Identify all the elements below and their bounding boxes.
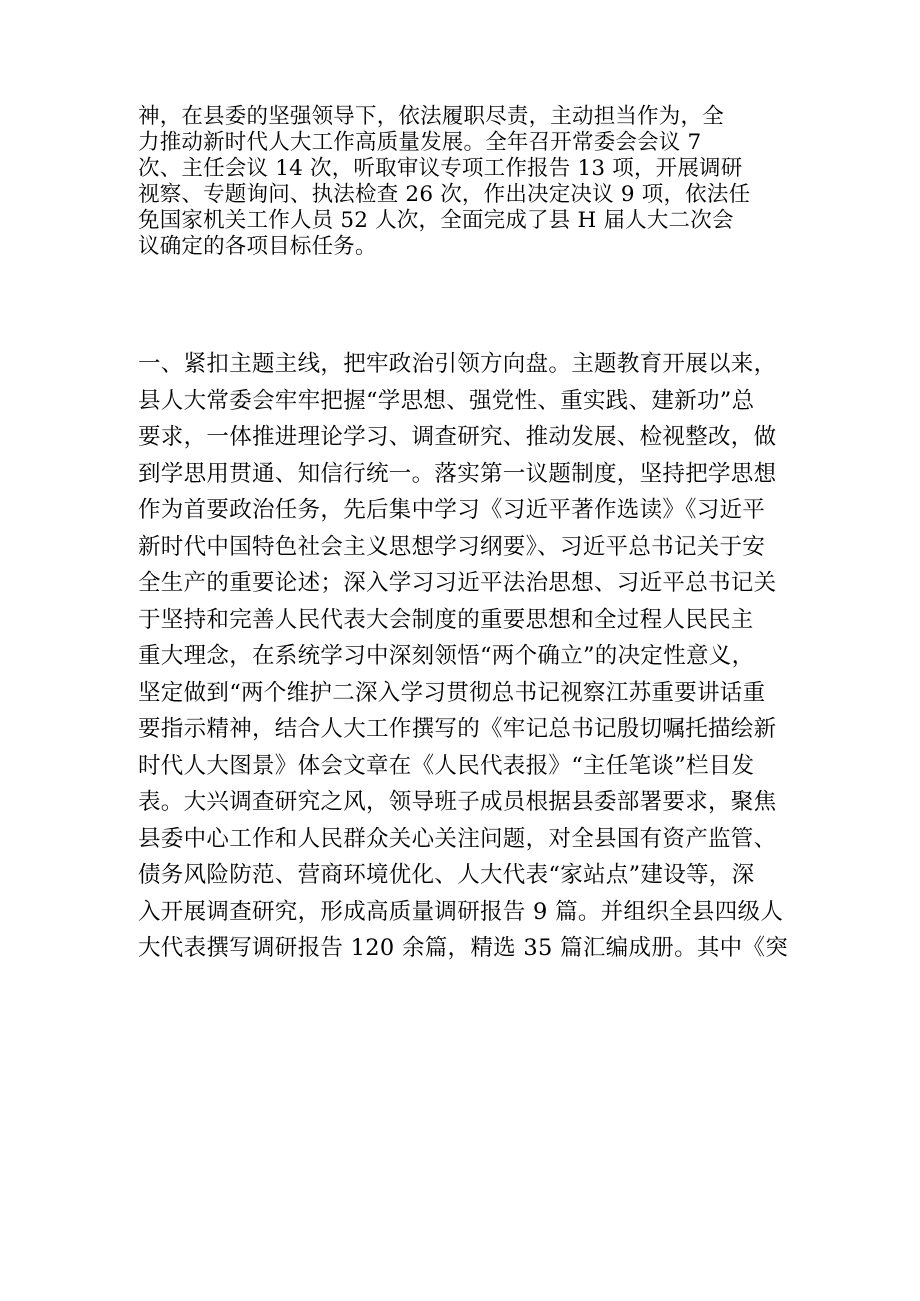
- text-line: 重大理念，在系统学习中深刻领悟“两个确立”的决定性意义，: [138, 643, 755, 669]
- text-line: 议确定的各项目标任务。: [138, 234, 377, 259]
- text-line: 新时代中国特色社会主义思想学习纲要》、习近平总书记关于安: [138, 533, 766, 560]
- text-line: 要求，一体推进理论学习、调查研究、推动发展、检视整改，做: [138, 424, 777, 450]
- text-line: 坚定做到“两个维护二深入学习贯彻总书记视察江苏重要讲话重: [138, 679, 766, 706]
- text-line: 视察、专题询问、执法检查 26 次，作出决定决议 9 项，依法任: [138, 182, 751, 207]
- text-line: 县委中心工作和人民群众关心关注问题，对全县国有资产监管、: [138, 825, 777, 852]
- text-line: 一、紧扣主题主线，把牢政治引领方向盘。主题教育开展以来，: [138, 351, 777, 377]
- text-line: 全生产的重要论述；深入学习习近平法治思想、习近平总书记关: [138, 570, 777, 596]
- text-line: 力推动新时代人大工作高质量发展。全年召开常委会会议 7: [138, 130, 702, 155]
- text-line: 神，在县委的坚强领导下，依法履职尽责，主动担当作为，全: [138, 104, 724, 129]
- text-line: 县人大常委会牢牢把握“学思想、强党性、重实践、建新功”总: [138, 387, 755, 414]
- text-line: 次、主任会议 14 次，听取审议专项工作报告 13 项，开展调研: [138, 156, 743, 181]
- text-line: 大代表撰写调研报告 120 余篇，精选 35 篇汇编成册。其中《突: [138, 935, 789, 961]
- text-line: 于坚持和完善人民代表大会制度的重要思想和全过程人民民主: [138, 606, 754, 633]
- text-line: 要指示精神，结合人大工作撰写的《牢记总书记殷切嘱托描绘新: [138, 716, 777, 742]
- text-line: 免国家机关工作人员 52 人次，全面完成了县 H 届人大二次会: [138, 208, 734, 233]
- text-line: 入开展调查研究，形成高质量调研报告 9 篇。并组织全县四级人: [138, 898, 784, 925]
- text-line: 到学思用贯通、知信行统一。落实第一议题制度，坚持把学思想: [138, 460, 777, 487]
- section-one-paragraph: [138, 346, 798, 967]
- text-line: 表。大兴调查研究之风，领导班子成员根据县委部署要求，聚焦: [138, 789, 777, 815]
- text-line: 时代人大图景》体会文章在《人民代表报》“主任笔谈”栏目发: [138, 752, 755, 779]
- text-line: 作为首要政治任务，先后集中学习《习近平著作选读》《习近平: [138, 497, 766, 523]
- text-line: 债务风险防范、营商环境优化、人大代表“家站点”建设等，深: [138, 862, 755, 888]
- intro-paragraph: [138, 104, 798, 260]
